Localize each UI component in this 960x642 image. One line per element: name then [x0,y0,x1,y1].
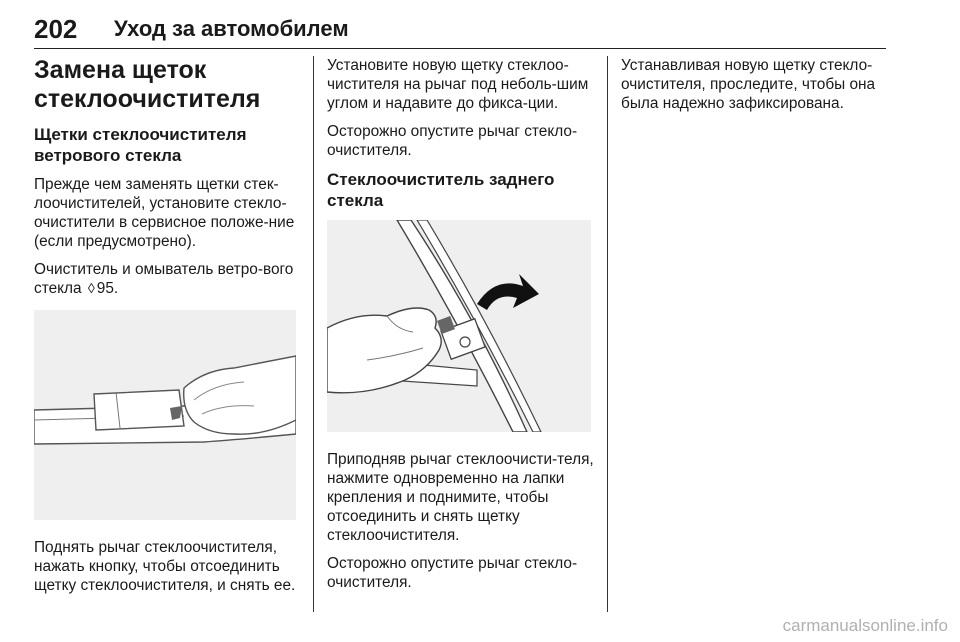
rear-wiper-illustration [327,220,591,432]
page-number: 202 [34,14,78,44]
page-header [34,12,886,50]
caption-windshield-wiper: Поднять рычаг стеклоочистителя, нажать кнопку, чтобы отсоединить щетку стеклоочистителя, и снять ее. [34,539,296,594]
paragraph-lower-rear-arm: Осторожно опустите рычаг стекло-очистителя. [327,555,578,591]
washer-reference-text: Очиститель и омыватель ветро-вого стекла [34,261,294,297]
footer-watermark: carmanualsonline.info [782,616,948,635]
paragraph-secure-blade: Устанавливая новую щетку стекло-очистителя, проследите, чтобы она была надежно зафиксирована. [621,57,876,112]
wiper-removal-drawing [34,310,296,520]
subsection-heading-rear: Стеклоочиститель заднего стекла [327,170,555,210]
paragraph-preparation: Прежде чем заменять щетки стек-лоочистителей, установите стекло-очистители в сервисное положе-ние (если предусмотрено). [34,176,295,250]
column-3 [621,56,887,122]
column-2 [327,56,595,601]
section-heading: Замена щеток стеклоочистителя [34,56,261,113]
caption-rear-wiper: Приподняв рычаг стеклоочисти-теля, нажмите одновременно на лапки крепления и поднимите, чтобы отсоединить и снять щетку стеклоочистителя. [327,451,594,544]
page-reference-icon: ◊ [87,280,95,296]
paragraph-washer-reference [34,260,302,298]
paragraph-lower-arm: Осторожно опустите рычаг стекло-очистителя. [327,123,578,159]
column-divider-2 [607,56,608,612]
header-rule [34,48,886,49]
windshield-wiper-illustration [34,310,296,520]
rear-wiper-drawing [327,220,591,432]
running-title: Уход за автомобилем [114,16,349,41]
paragraph-install-blade: Установите новую щетку стеклоо-чистителя на рычаг под неболь-шим углом и надавите до фикса-ции. [327,57,589,112]
column-1 [34,56,302,604]
column-divider-1 [313,56,314,612]
subsection-heading-windshield: Щетки стеклоочистителя ветрового стекла [34,125,247,165]
reference-page[interactable]: 95. [96,280,119,297]
